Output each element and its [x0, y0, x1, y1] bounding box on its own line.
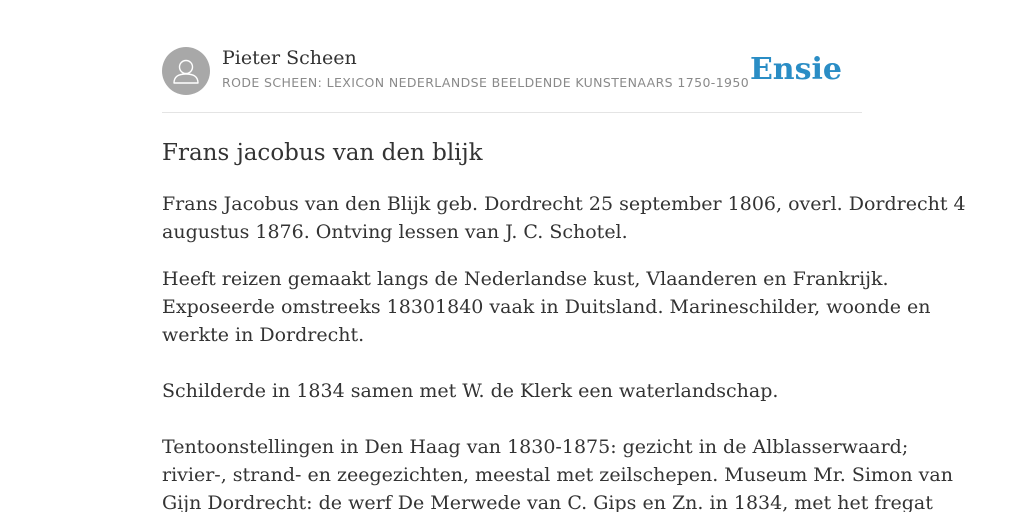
paragraph-line: Heeft reizen gemaakt langs de Nederlandse kust, Vlaanderen en Frankrijk. [162, 268, 889, 290]
author-name[interactable]: Pieter Scheen [222, 47, 357, 69]
paragraph [162, 377, 862, 405]
author-avatar[interactable] [162, 47, 210, 95]
paragraph [162, 433, 953, 512]
article-page [162, 0, 966, 512]
paragraph-line: augustus 1876. Ontving lessen van J. C. Schotel. [162, 221, 628, 243]
user-icon [162, 47, 210, 95]
paragraph-line: rivier-, strand- en zeegezichten, meestal met zeilschepen. Museum Mr. Simon van [162, 464, 953, 486]
article-title: Frans jacobus van den blijk [162, 140, 483, 166]
paragraph [162, 190, 966, 246]
paragraph-line: Tentoonstellingen in Den Haag van 1830-1875: gezicht in de Alblasserwaard; [162, 436, 909, 458]
paragraph-line: werkte in Dordrecht. [162, 324, 365, 346]
source-title[interactable]: RODE SCHEEN: LEXICON NEDERLANDSE BEELDENDE KUNSTENAARS 1750-1950 [222, 75, 750, 90]
article-header [162, 0, 862, 113]
brand-logo[interactable]: Ensie [749, 52, 842, 87]
article-body [162, 190, 966, 512]
paragraph-line: Gijn Dordrecht: de werf De Merwede van C. Gips en Zn. in 1834, met het fregat [162, 492, 933, 512]
paragraph [162, 265, 931, 349]
paragraph-line: Frans Jacobus van den Blijk geb. Dordrecht 25 september 1806, overl. Dordrecht 4 [162, 193, 966, 215]
paragraph-line: Schilderde in 1834 samen met W. de Klerk een waterlandschap. [162, 380, 779, 402]
paragraph-line: Exposeerde omstreeks 18301840 vaak in Duitsland. Marineschilder, woonde en [162, 296, 931, 318]
